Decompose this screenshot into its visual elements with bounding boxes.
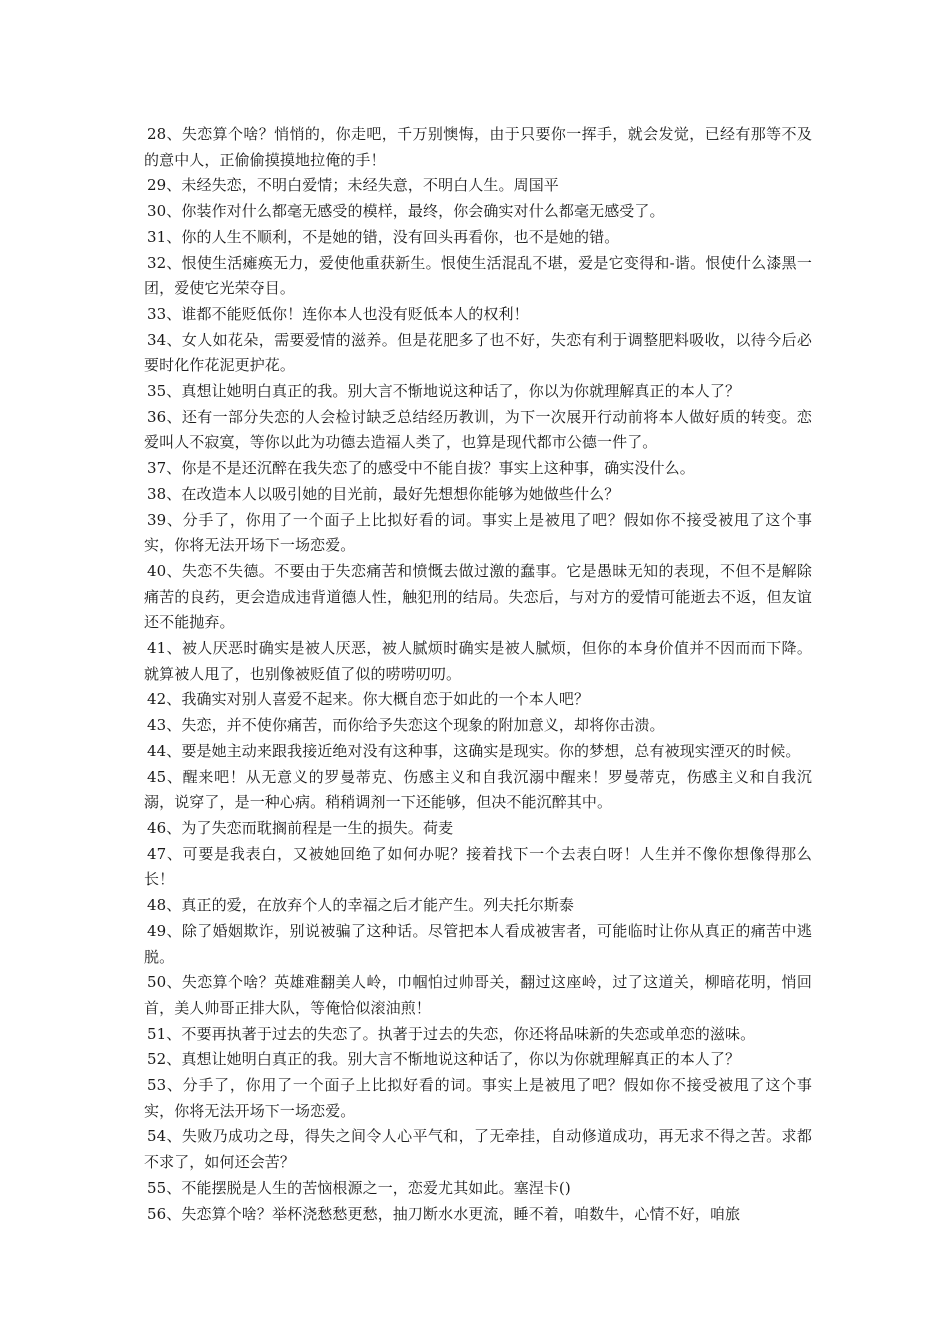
paragraph-30: 30、你装作对什么都毫无感受的模样，最终，你会确实对什么都毫无感受了。 xyxy=(147,202,665,221)
paragraph-48: 48、真正的爱，在放弃个人的幸福之后才能产生。列夫托尔斯泰 xyxy=(147,896,574,915)
paragraph-51: 51、不要再执著于过去的失恋了。执著于过去的失恋，你还将品味新的失恋或单恋的滋味。 xyxy=(147,1024,756,1043)
paragraph-29: 29、未经失恋，不明白爱情；未经失意，不明白人生。周国平 xyxy=(147,176,559,195)
paragraph-35: 35、真想让她明白真正的我。别大言不惭地说这种话了，你以为你就理解真正的本人了？ xyxy=(147,382,741,401)
paragraph-38: 38、在改造本人以吸引她的目光前，最好先想想你能够为她做些什么？ xyxy=(147,484,620,503)
paragraph-40: 40、失恋不失德。不要由于失恋痛苦和愤慨去做过激的蠢事。它是愚昧无知的表现，不但不是解除痛苦的良药，更会造成违背道德人性，触犯刑的结局。失恋后，与对方的爱情可能逝去不返，但友谊还不能抛弃。 xyxy=(144,561,812,632)
paragraph-43: 43、失恋，并不使你痛苦，而你给予失恋这个现象的附加意义，却将你击溃。 xyxy=(147,716,665,735)
paragraph-46: 46、为了失恋而耽搁前程是一生的损失。荷麦 xyxy=(147,818,454,837)
paragraph-44: 44、要是她主动来跟我接近绝对没有这种事，这确实是现实。你的梦想，总有被现实湮灭的时候。 xyxy=(147,741,801,760)
paragraph-32: 32、恨使生活瘫痪无力，爱使他重获新生。恨使生活混乱不堪，爱是它变得和-谐。恨使什么漆黑一团，爱使它光荣夺目。 xyxy=(144,253,812,298)
paragraph-42: 42、我确实对别人喜爱不起来。你大概自恋于如此的一个本人吧？ xyxy=(147,690,590,709)
paragraph-56: 56、失恋算个啥？举杯浇愁愁更愁，抽刀断水水更流，睡不着，咱数牛，心情不好，咱旅 xyxy=(147,1204,741,1223)
paragraph-36: 36、还有一部分失恋的人会检讨缺乏总结经历教训，为下一次展开行动前将本人做好质的转变。恋爱叫人不寂寞，等你以此为功德去造福人类了，也算是现代都市公德一件了。 xyxy=(144,407,812,452)
paragraph-31: 31、你的人生不顺利，不是她的错，没有回头再看你，也不是她的错。 xyxy=(147,227,620,246)
paragraph-50: 50、失恋算个啥？英雄难翻美人岭，巾帼怕过帅哥关，翻过这座岭，过了这道关，柳暗花明，悄回首，美人帅哥正排大队，等俺恰似滚油煎！ xyxy=(144,973,812,1017)
paragraph-34: 34、女人如花朵，需要爱情的滋养。但是花肥多了也不好，失恋有利于调整肥料吸收，以待今后必要时化作花泥更护花。 xyxy=(144,330,812,375)
paragraph-45: 45、醒来吧！从无意义的罗曼蒂克、伤感主义和自我沉溺中醒来！罗曼蒂克，伤感主义和自我沉溺，说穿了，是一种心病。稍稍调剂一下还能够，但决不能沉醉其中。 xyxy=(144,767,812,812)
paragraph-49: 49、除了婚姻欺诈，别说被骗了这种话。尽管把本人看成被害者，可能临时让你从真正的痛苦中逃脱。 xyxy=(144,921,812,966)
paragraph-52: 52、真想让她明白真正的我。别大言不惭地说这种话了，你以为你就理解真正的本人了？ xyxy=(147,1050,741,1069)
paragraph-53: 53、分手了，你用了一个面子上比拟好看的词。事实上是被甩了吧？假如你不接受被甩了这个事实，你将无法开场下一场恋爱。 xyxy=(144,1076,812,1120)
paragraph-41: 41、被人厌恶时确实是被人厌恶，被人腻烦时确实是被人腻烦，但你的本身价值并不因而而下降。就算被人甩了，也别像被贬值了似的唠唠叨叨。 xyxy=(144,639,812,683)
paragraph-37: 37、你是不是还沉醉在我失恋了的感受中不能自拔？事实上这种事，确实没什么。 xyxy=(147,459,695,478)
paragraph-47: 47、可要是我表白，又被她回绝了如何办呢？接着找下一个去表白呀！人生并不像你想像得那么长！ xyxy=(144,844,812,889)
paragraph-39: 39、分手了，你用了一个面子上比拟好看的词。事实上是被甩了吧？假如你不接受被甩了这个事实，你将无法开场下一场恋爱。 xyxy=(144,510,812,555)
paragraph-54: 54、失败乃成功之母，得失之间令人心平气和，了无牵挂，自动修道成功，再无求不得之苦。求都不求了，如何还会苦？ xyxy=(144,1127,812,1172)
document-body xyxy=(144,122,812,1227)
paragraph-28: 28、失恋算个啥？悄悄的，你走吧，千万别懊悔，由于只要你一挥手，就会发觉，已经有那等不及的意中人，正偷偷摸摸地拉俺的手！ xyxy=(144,125,812,169)
paragraph-55: 55、不能摆脱是人生的苦恼根源之一，恋爱尤其如此。塞涅卡() xyxy=(147,1178,571,1197)
paragraph-33: 33、谁都不能贬低你！连你本人也没有贬低本人的权利！ xyxy=(147,304,529,323)
